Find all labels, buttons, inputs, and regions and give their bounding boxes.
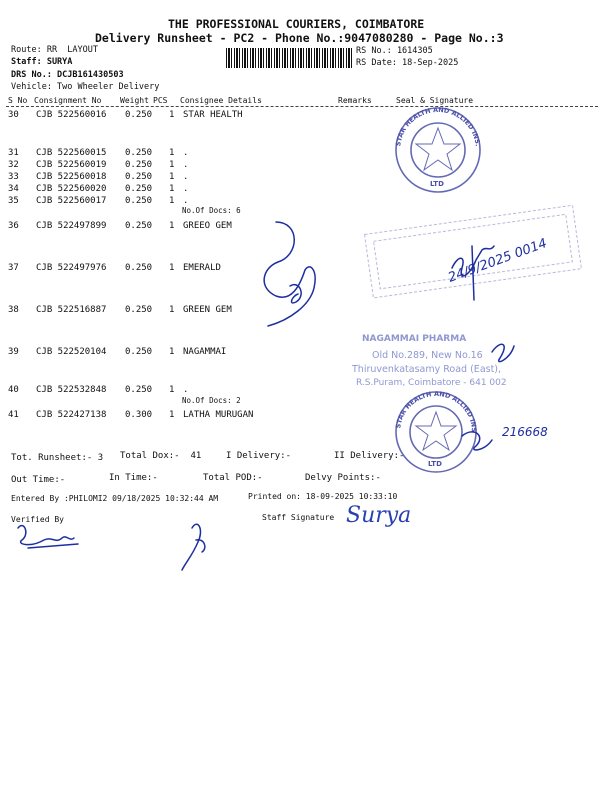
verified-by-label: Verified By	[11, 515, 64, 524]
col-sno: S No	[8, 96, 28, 105]
row-weight: 0.250	[125, 221, 153, 231]
rs-number: RS No.: 1614305	[356, 46, 433, 56]
row-sno: 36	[8, 221, 19, 231]
row-sno: 37	[8, 263, 19, 273]
total-pod: Total POD:-	[203, 473, 263, 483]
row-pcs: 1	[169, 347, 175, 357]
handwritten-note: 216668	[502, 425, 548, 439]
row-weight: 0.250	[125, 196, 153, 206]
row-details: GREEO GEM	[183, 221, 232, 231]
row-weight: 0.250	[125, 305, 153, 315]
out-time: Out Time:-	[11, 475, 66, 485]
docs-count-note: No.Of Docs: 6	[182, 206, 241, 215]
row-details: .	[183, 184, 189, 194]
stamp-text: R.S.Puram, Coimbatore - 641 002	[356, 378, 507, 388]
row-consignment: CJB 522560017	[36, 196, 107, 206]
docs-count-note: No.Of Docs: 2	[182, 396, 241, 405]
row-details: LATHA MURUGAN	[183, 410, 254, 420]
row-details: EMERALD	[183, 263, 221, 273]
row-consignment: CJB 522560015	[36, 148, 107, 158]
row-sno: 35	[8, 196, 19, 206]
row-weight: 0.250	[125, 148, 153, 158]
route: Route: RR LAYOUT	[11, 45, 98, 55]
row-sno: 39	[8, 347, 19, 357]
col-remarks: Remarks	[338, 96, 372, 105]
runsheet-subtitle: Delivery Runsheet - PC2 - Phone No.:9047080280 - Page No.:3	[95, 31, 504, 45]
row-sno: 33	[8, 172, 19, 182]
row-details: NAGAMMAI	[183, 347, 227, 357]
row-consignment: CJB 522560016	[36, 110, 107, 120]
i-delivery: I Delivery:-	[226, 451, 292, 461]
row-pcs: 1	[169, 305, 175, 315]
row-pcs: 1	[169, 196, 175, 206]
row-pcs: 1	[169, 148, 175, 158]
stamp-text: LTD	[428, 460, 442, 468]
row-pcs: 1	[169, 110, 175, 120]
row-weight: 0.250	[125, 263, 153, 273]
row-pcs: 1	[169, 172, 175, 182]
drs-number: DRS No.: DCJB161430503	[11, 70, 124, 80]
row-sno: 34	[8, 184, 19, 194]
staff: Staff: SURYA	[11, 57, 73, 67]
row-consignment: CJB 522560020	[36, 184, 107, 194]
row-weight: 0.250	[125, 184, 153, 194]
stamp-text: LTD	[430, 180, 444, 188]
row-sno: 38	[8, 305, 19, 315]
row-pcs: 1	[169, 263, 175, 273]
row-pcs: 1	[169, 410, 175, 420]
row-sno: 41	[8, 410, 19, 420]
handwritten-note: 24/9/2025 0014	[446, 236, 549, 286]
row-consignment: CJB 522427138	[36, 410, 107, 420]
row-weight: 0.250	[125, 172, 153, 182]
row-consignment: CJB 522497976	[36, 263, 107, 273]
col-details: Consignee Details	[180, 96, 262, 105]
row-details: .	[183, 148, 189, 158]
row-weight: 0.250	[125, 347, 153, 357]
row-details: .	[183, 172, 189, 182]
col-weight: Weight	[120, 96, 149, 105]
stamp-text: STAR HEALTH AND ALLIED INS.	[394, 105, 482, 147]
tot-runsheet: Tot. Runsheet:- 3	[11, 453, 104, 463]
staff-signature: Surya	[346, 503, 412, 528]
row-consignment: CJB 522516887	[36, 305, 107, 315]
row-sno: 30	[8, 110, 19, 120]
row-consignment: CJB 522532848	[36, 385, 107, 395]
row-weight: 0.250	[125, 160, 153, 170]
row-weight: 0.300	[125, 410, 153, 420]
row-details: .	[183, 160, 189, 170]
stamp-text: Thiruvenkatasamy Road (East),	[352, 364, 502, 375]
row-consignment: CJB 522560019	[36, 160, 107, 170]
row-pcs: 1	[169, 160, 175, 170]
row-consignment: CJB 522520104	[36, 347, 107, 357]
row-details: .	[183, 385, 189, 395]
company-title: THE PROFESSIONAL COURIERS, COIMBATORE	[168, 17, 425, 31]
stamp-text: Old No.289, New No.16	[372, 350, 483, 361]
svg-text:STAR HEALTH AND ALLIED INS.	[394, 106, 482, 147]
printed-on: Printed on: 18-09-2025 10:33:10	[248, 492, 398, 501]
row-sno: 31	[8, 148, 19, 158]
in-time: In Time:-	[109, 473, 158, 483]
col-seal: Seal & Signature	[396, 96, 474, 105]
rs-date: RS Date: 18-Sep-2025	[356, 58, 459, 68]
row-weight: 0.250	[125, 385, 153, 395]
col-pcs: PCS	[153, 96, 168, 105]
entered-by: Entered By :PHILOMI2 09/18/2025 10:32:44 AM	[11, 494, 219, 503]
row-pcs: 1	[169, 385, 175, 395]
row-consignment: CJB 522560018	[36, 172, 107, 182]
staff-signature-label: Staff Signature	[262, 513, 335, 522]
row-pcs: 1	[169, 221, 175, 231]
vehicle: Vehicle: Two Wheeler Delivery	[11, 82, 160, 92]
col-consignment: Consignment No	[34, 96, 102, 105]
row-details: .	[183, 196, 189, 206]
delvy-points: Delvy Points:-	[305, 473, 381, 483]
total-dox: Total Dox:- 41	[120, 451, 202, 461]
stamp-text: STAR HEALTH AND ALLIED INS	[394, 389, 479, 433]
row-weight: 0.250	[125, 110, 153, 120]
stamp-text: NAGAMMAI PHARMA	[362, 334, 467, 344]
ii-delivery: II Delivery:-	[334, 451, 405, 461]
row-sno: 40	[8, 385, 19, 395]
row-details: STAR HEALTH	[183, 110, 243, 120]
row-sno: 32	[8, 160, 19, 170]
row-consignment: CJB 522497899	[36, 221, 107, 231]
row-pcs: 1	[169, 184, 175, 194]
row-details: GREEN GEM	[183, 305, 232, 315]
